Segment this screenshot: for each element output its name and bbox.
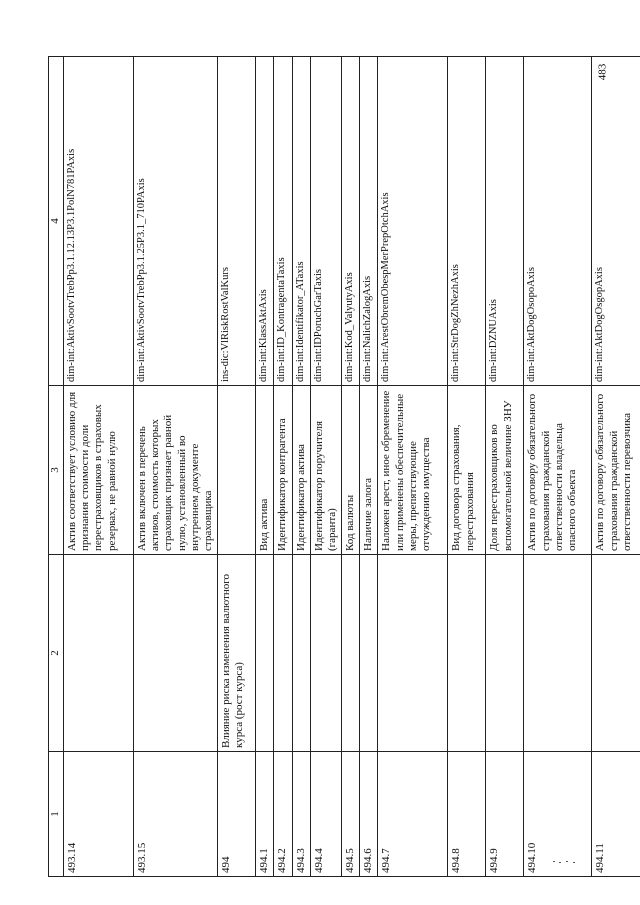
table-row (292, 57, 310, 877)
table-row (378, 57, 448, 877)
row-number: 494 (218, 752, 256, 877)
row-group-title (134, 555, 218, 752)
scan-artifact (553, 861, 583, 864)
row-number: 494.2 (274, 752, 292, 877)
row-description: Наложен арест, иное обременение или применены обеспечительные меры, препятствующие отчуждению имущества (378, 386, 448, 555)
row-group-title (274, 555, 292, 752)
row-description: Код валюты (342, 386, 360, 555)
row-code: dim-int:AktDogOsgopAxis (592, 57, 640, 386)
row-code: dim-int:NalichZalogAxis (360, 57, 378, 386)
row-number: 494.1 (256, 752, 274, 877)
row-code: dim-int:StrDogZhNezhAxis (448, 57, 486, 386)
header-row (49, 57, 64, 877)
row-group-title (378, 555, 448, 752)
data-table (48, 56, 640, 877)
row-number: 494.5 (342, 752, 360, 877)
row-code: dim-int:ArestObremObespMerPrepOtchAxis (378, 57, 448, 386)
header-col-1: 1 (49, 752, 64, 877)
row-number: 494.11 (592, 752, 640, 877)
table-row (448, 57, 486, 877)
table-row (310, 57, 341, 877)
row-number: 494.7 (378, 752, 448, 877)
row-code: dim-int:KlassAktAxis (256, 57, 274, 386)
row-description: Актив включен в перечень активов, стоимость которых страховщик признает равной нулю, установленный во внутреннем документе страховщика (134, 386, 218, 555)
row-code: ins-dic:VlRiskRostValKurs (218, 57, 256, 386)
row-number: 494.10 (524, 752, 592, 877)
row-description: Актив соответствует условию для признания стоимости доли перестраховщиков в страховых резервах, не равной нулю (64, 386, 134, 555)
row-group-title: Влияние риска изменения валютного курса (рост курса) (218, 555, 256, 752)
row-description: Идентификатор поручителя (гаранта) (310, 386, 341, 555)
table-row (64, 57, 134, 877)
row-group-title (360, 555, 378, 752)
row-group-title (448, 555, 486, 752)
table-row (274, 57, 292, 877)
table-row (360, 57, 378, 877)
row-code: dim-int:Identifikator_ATaxis (292, 57, 310, 386)
row-code: dim-int:IDPoruchGarTaxis (310, 57, 341, 386)
table-row (256, 57, 274, 877)
table-row (524, 57, 592, 877)
row-group-title (292, 555, 310, 752)
row-code: dim-int:AktivSootvTrebPp3.1.12.13P3.1PolN781PAxis (64, 57, 134, 386)
rotated-page (48, 57, 633, 877)
row-description: Вид актива (256, 386, 274, 555)
row-group-title (592, 555, 640, 752)
row-description: Идентификатор контрагента (274, 386, 292, 555)
page-number: 483 (596, 63, 609, 81)
row-group-title (256, 555, 274, 752)
row-number: 494.6 (360, 752, 378, 877)
row-description: Актив по договору обязательного страхования гражданской ответственности владельца опасного объекта (524, 386, 592, 555)
row-number: 493.15 (134, 752, 218, 877)
table-row (218, 57, 256, 877)
table-row (342, 57, 360, 877)
row-number: 493.14 (64, 752, 134, 877)
row-group-title (310, 555, 341, 752)
row-group-title (524, 555, 592, 752)
table-row (486, 57, 524, 877)
row-description: Актив по договору обязательного страхования гражданской ответственности перевозчика (592, 386, 640, 555)
row-description (218, 386, 256, 555)
table-row (134, 57, 218, 877)
row-group-title (64, 555, 134, 752)
row-description: Наличие залога (360, 386, 378, 555)
row-description: Доля перестраховщиков во вспомогательной величине ЗНУ (486, 386, 524, 555)
row-number: 494.9 (486, 752, 524, 877)
row-code: dim-int:Kod_ValyutyAxis (342, 57, 360, 386)
table-row (592, 57, 640, 877)
header-col-4: 4 (49, 57, 64, 386)
row-number: 494.4 (310, 752, 341, 877)
header-col-2: 2 (49, 555, 64, 752)
row-code: dim-int:ID_KontragentaTaxis (274, 57, 292, 386)
row-code: dim-int:AktivSootvTrebPp3.1.25P3.1_710PAxis (134, 57, 218, 386)
row-description: Вид договора страхования, перестрахования (448, 386, 486, 555)
row-number: 494.3 (292, 752, 310, 877)
row-description: Идентификатор актива (292, 386, 310, 555)
header-col-3: 3 (49, 386, 64, 555)
row-group-title (342, 555, 360, 752)
row-number: 494.8 (448, 752, 486, 877)
row-code: dim-int:DZNUAxis (486, 57, 524, 386)
row-code: dim-int:AktDogOsopoAxis (524, 57, 592, 386)
row-group-title (486, 555, 524, 752)
